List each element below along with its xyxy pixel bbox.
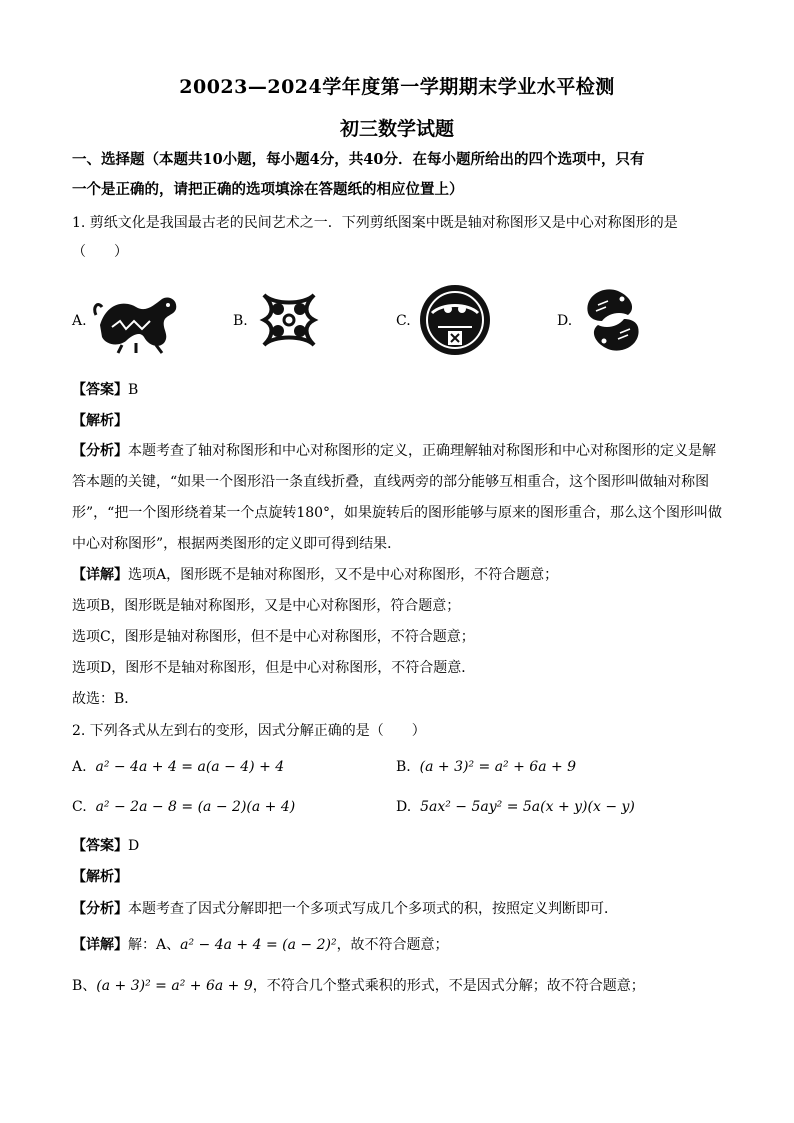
q2-option-c <box>72 799 295 815</box>
page-subtitle: 初三数学试题 <box>339 118 454 140</box>
floral-papercut-icon <box>254 285 324 355</box>
q2-analysis-tag: 【解析】 <box>72 869 128 885</box>
xiangjie-text: 选项A，图形既不是轴对称图形，又不是中心对称图形，不符合题意； <box>128 567 559 583</box>
page-title: 20023—2024学年度第一学期期末学业水平检测 <box>179 76 615 98</box>
q2-option-d <box>396 799 635 815</box>
q2-answer <box>72 836 724 856</box>
q2-option-a <box>72 759 284 775</box>
q2-option-c-expr: a² − 2a − 8 = (a − 2)(a + 4) <box>95 799 296 815</box>
q2-option-c-label: C. <box>72 799 87 815</box>
xiangjie-b-suffix: ，不符合几个整式乘积的形式，不是因式分解；故不符合题意； <box>252 978 645 994</box>
q2-option-a-label: A. <box>72 759 87 775</box>
xiangjie-b-expr: (a + 3)² = a² + 6a + 9 <box>96 978 253 994</box>
fenxi-tag: 【分析】 <box>72 901 128 917</box>
q1-xiangjie-line3: 选项C，图形是轴对称图形，但不是中心对称图形，不符合题意； <box>72 629 475 645</box>
answer-value: B <box>128 382 139 398</box>
xiangjie-b-prefix: B、 <box>72 978 97 994</box>
answer-tag: 【答案】 <box>72 382 128 398</box>
q1-xiangjie-line4: 选项D，图形不是轴对称图形，但是中心对称图形，不符合题意． <box>72 660 476 676</box>
q1-fenxi-line2: 答本题的关键，“如果一个图形沿一条直线折叠，直线两旁的部分能够互相重合，这个图形叫做轴对称图 <box>72 474 710 490</box>
q2-option-b-label: B. <box>396 759 411 775</box>
q1-analysis-tag: 【解析】 <box>72 413 128 429</box>
xiangjie-tag: 【详解】 <box>72 937 128 953</box>
q2-option-d-expr: 5ax² − 5ay² = 5a(x + y)(x − y) <box>420 799 635 815</box>
q1-answer <box>72 380 724 400</box>
answer-tag: 【答案】 <box>72 838 128 854</box>
fish-papercut-icon <box>578 283 648 357</box>
q2-option-d-label: D. <box>396 799 412 815</box>
q1-xiangjie-line2: 选项B，图形既是轴对称图形，又是中心对称图形，符合题意； <box>72 598 461 614</box>
q1-option-a-label: A. <box>72 313 87 329</box>
fenxi-tag: 【分析】 <box>72 443 128 459</box>
q1-xiangjie-line1 <box>72 565 724 585</box>
q1-stem-line1: 1. 剪纸文化是我国最古老的民间艺术之一．下列剪纸图案中既是轴对称图形又是中心对称图形的是 <box>72 215 678 231</box>
section-heading-line2: 一个是正确的，请把正确的选项填涂在答题纸的相应位置上） <box>72 181 464 198</box>
q2-fenxi <box>72 899 724 919</box>
fenxi-text: 本题考查了因式分解即把一个多项式写成几个多项式的积，按照定义判断即可． <box>128 901 618 917</box>
fenxi-text: 本题考查了轴对称图形和中心对称图形的定义，正确理解轴对称图形和中心对称图形的定义是解 <box>128 443 716 459</box>
q1-conclusion: 故选：B． <box>72 691 139 707</box>
dragon-papercut-icon <box>92 285 184 355</box>
q2-stem: 2. 下列各式从左到右的变形，因式分解正确的是（ ） <box>72 723 426 739</box>
q1-option-d-label: D. <box>557 313 573 329</box>
xiangjie-a-prefix: 解：A、 <box>128 937 181 953</box>
q1-option-b-label: B. <box>233 313 248 329</box>
q2-option-a-expr: a² − 4a + 4 = a(a − 4) + 4 <box>95 759 285 775</box>
q1-stem-line2: （ ） <box>72 244 128 260</box>
round-papercut-icon <box>418 283 492 357</box>
xiangjie-a-expr: a² − 4a + 4 = (a − 2)² <box>180 937 337 953</box>
xiangjie-a-suffix: ，故不符合题意； <box>336 937 449 953</box>
q1-fenxi-line4: 中心对称图形”，根据两类图形的定义即可得到结果． <box>72 536 402 552</box>
q1-fenxi-line1 <box>72 441 724 461</box>
q1-option-c-label: C. <box>396 313 411 329</box>
q2-option-b <box>396 759 576 775</box>
q2-option-b-expr: (a + 3)² = a² + 6a + 9 <box>419 759 577 775</box>
answer-value: D <box>128 838 140 854</box>
section-heading-line1: 一、选择题（本题共10小题，每小题4分，共40分．在每小题所给出的四个选项中，只有 <box>72 151 645 168</box>
q1-fenxi-line3: 形”，“把一个图形绕着某一个点旋转180°，如果旋转后的图形能够与原来的图形重合，那么这个图形叫做 <box>72 505 723 521</box>
xiangjie-tag: 【详解】 <box>72 567 128 583</box>
q2-xiangjie-b <box>72 976 724 996</box>
q2-xiangjie-a <box>72 935 724 955</box>
